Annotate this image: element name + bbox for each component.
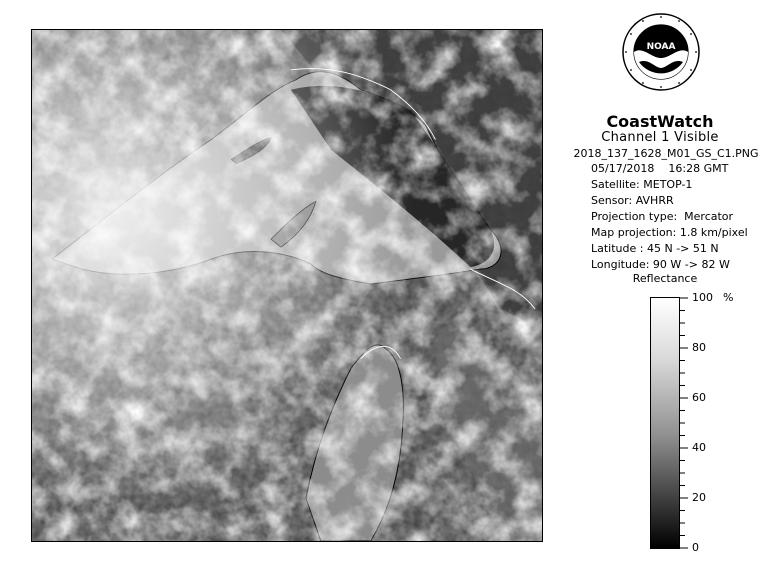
tick-label: 100: [692, 291, 713, 304]
product-title: Channel 1 Visible: [601, 130, 719, 145]
reflectance-colorbar: [650, 297, 680, 549]
tick-label: 60: [692, 391, 706, 404]
legend-title: Reflectance: [632, 272, 698, 285]
sensor-text: Sensor: AVHRR: [591, 194, 674, 207]
map-projection-text: Map projection: 1.8 km/pixel: [591, 226, 748, 239]
legend-unit: %: [723, 291, 734, 304]
satellite-text: Satellite: METOP-1: [591, 178, 693, 191]
projection-type-text: Projection type: Mercator: [591, 210, 734, 223]
file-name: 2018_137_1628_M01_GS_C1.PNG: [573, 147, 759, 160]
longitude-text: Longitude: 90 W -> 82 W: [591, 258, 730, 271]
brand-title: CoastWatch: [606, 112, 714, 131]
latitude-text: Latitude : 45 N -> 51 N: [591, 242, 719, 255]
logo-text: NOAA: [646, 42, 676, 52]
satellite-image: [31, 29, 543, 542]
tick-label: 0: [692, 541, 699, 554]
tick-labels: [680, 291, 740, 554]
tick-label: 20: [692, 491, 706, 504]
noaa-logo: [621, 12, 701, 92]
tick-label: 80: [692, 341, 706, 354]
datetime-text: 05/17/2018 16:28 GMT: [591, 162, 729, 175]
tick-label: 40: [692, 441, 706, 454]
